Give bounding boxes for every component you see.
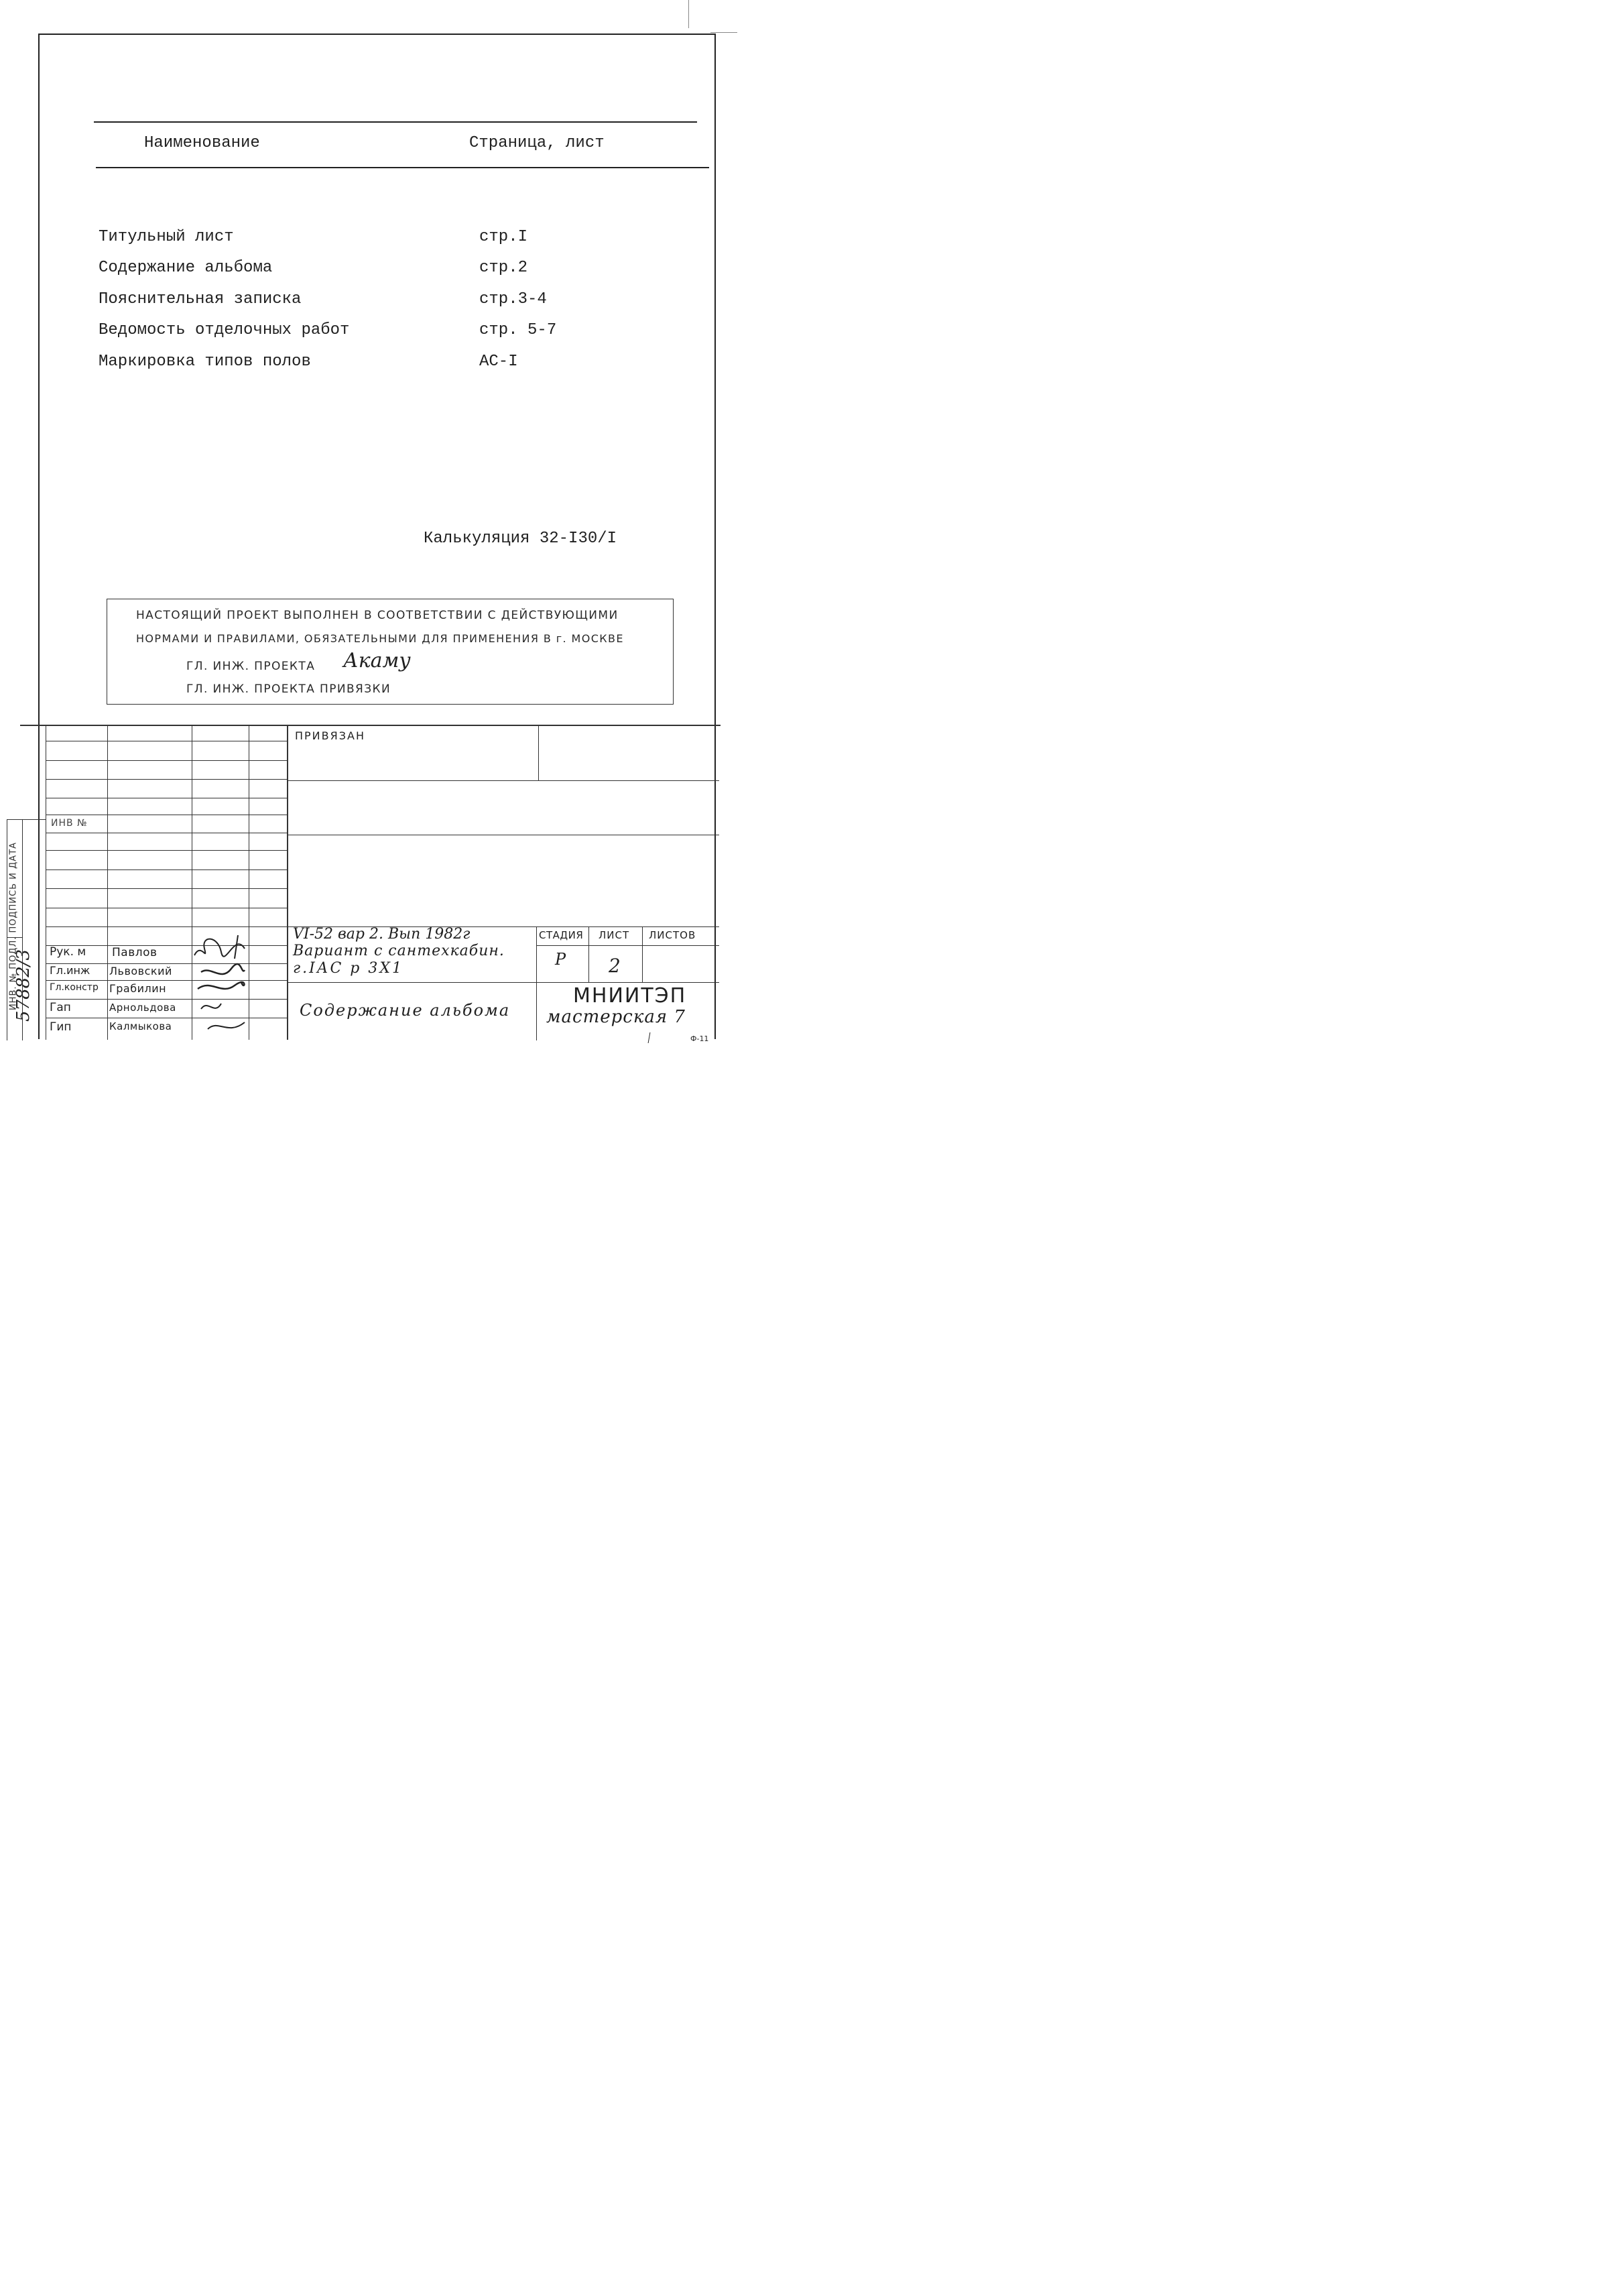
- toc-page-2: стр.3-4: [479, 290, 547, 308]
- toc-name-3: Ведомость отделочных работ: [99, 321, 350, 339]
- series-line-3: г.IАС р 3Х1: [293, 960, 404, 977]
- person-name-1: Львовский: [109, 965, 172, 977]
- form-code: Ф-11: [690, 1034, 709, 1043]
- tb-right-h-4: [536, 945, 719, 946]
- form-tick: [648, 1032, 651, 1043]
- stamp-line-4: ГЛ. ИНЖ. ПРОЕКТА ПРИВЯЗКИ: [186, 682, 391, 696]
- tb-right-h-5: [287, 982, 719, 983]
- stamp-line-2: НОРМАМИ И ПРАВИЛАМИ, ОБЯЗАТЕЛЬНЫМИ ДЛЯ ПРИМЕНЕНИЯ В г. МОСКВЕ: [136, 632, 624, 645]
- sheet-value: 2: [609, 955, 621, 977]
- tb-v-800: [536, 926, 537, 1040]
- header-rule-top: [94, 121, 697, 123]
- tb-h-3: [46, 779, 287, 780]
- tb-v-160: [107, 725, 108, 1040]
- tb-v-958: [642, 926, 643, 982]
- person-name-3: Арнольдова: [109, 1002, 176, 1014]
- tb-right-h-1: [287, 780, 719, 781]
- sheet-label: ЛИСТ: [599, 929, 630, 941]
- header-col-page: Страница, лист: [469, 134, 605, 152]
- toc-page-0: стр.I: [479, 228, 528, 246]
- person-name-4: Калмыкова: [109, 1020, 172, 1032]
- calculation-label: Калькуляция 32-I30/I: [424, 530, 617, 548]
- toc-page-4: АС-I: [479, 353, 518, 371]
- person-name-2: Грабилин: [109, 982, 167, 995]
- person-role-1: Гл.инж: [50, 964, 90, 977]
- stage-value: Р: [555, 950, 566, 969]
- signatures-drawing: [181, 928, 255, 1039]
- inv-label: ИНВ №: [51, 818, 88, 829]
- margin-strip-tick: [710, 32, 737, 33]
- person-role-0: Рук. м: [50, 945, 86, 959]
- tb-h-11: [46, 926, 287, 927]
- tb-h-8: [46, 869, 287, 870]
- margin-strip-top: [688, 0, 689, 28]
- toc-name-1: Содержание альбома: [99, 259, 273, 277]
- series-line-1: VI-52 вар 2. Вып 1982г: [293, 926, 471, 943]
- frame-right: [714, 34, 716, 1039]
- person-role-2: Гл.констр: [50, 982, 99, 993]
- header-col-name: Наименование: [144, 134, 260, 152]
- stamp-signature: Акаму: [343, 649, 411, 672]
- tb-v-428: [287, 725, 288, 1040]
- toc-name-0: Титульный лист: [99, 228, 234, 246]
- side-number: 57882/3: [13, 949, 34, 1022]
- series-line-2: Вариант с сантехкабин.: [293, 943, 505, 959]
- frame-top: [38, 34, 715, 35]
- workshop: мастерская 7: [546, 1007, 686, 1027]
- org-name: МНИИТЭП: [573, 984, 687, 1008]
- tb-v-878: [588, 926, 589, 982]
- stage-label: СТАДИЯ: [539, 929, 584, 941]
- stamp-line-1: НАСТОЯЩИЙ ПРОЕКТ ВЫПОЛНЕН В СООТВЕТСТВИИ С ДЕЙСТВУЮЩИМИ: [136, 609, 619, 622]
- toc-name-2: Пояснительная записка: [99, 290, 302, 308]
- tb-top-rule: [20, 725, 721, 726]
- bound-label: ПРИВЯЗАН: [295, 729, 365, 742]
- stamp-line-3: ГЛ. ИНЖ. ПРОЕКТА: [186, 660, 316, 673]
- frame-left: [38, 34, 40, 1039]
- person-role-4: Гип: [50, 1020, 72, 1034]
- toc-page-3: стр. 5-7: [479, 321, 557, 339]
- header-rule-bottom: [96, 167, 709, 168]
- drawing-title: Содержание альбома: [300, 1001, 511, 1020]
- toc-name-4: Маркировка типов полов: [99, 353, 311, 371]
- tb-h-2: [46, 760, 287, 761]
- person-name-0: Павлов: [112, 946, 158, 959]
- tb-h-7: [46, 850, 287, 851]
- person-role-3: Гап: [50, 1001, 71, 1014]
- sheets-label: ЛИСТОВ: [649, 929, 696, 941]
- side-label: ИНВ. № ПОДЛ. ПОДПИСЬ И ДАТА: [8, 841, 19, 1011]
- tb-v-803: [538, 725, 539, 781]
- tb-h-9: [46, 888, 287, 889]
- toc-page-1: стр.2: [479, 259, 528, 277]
